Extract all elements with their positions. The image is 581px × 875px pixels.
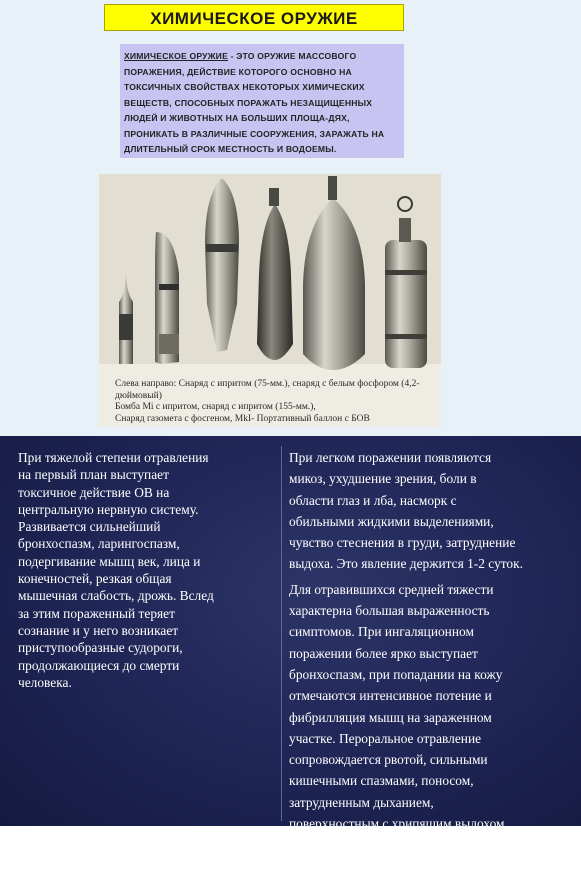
photo-caption (115, 379, 435, 425)
text-line: раньше чем 4-5 дней. (289, 858, 411, 874)
text-line: центральную нервную систему. (18, 501, 199, 517)
text-line: бронхоспазм, при попадании на кожу (289, 666, 503, 682)
text-line: Для отравившихся средней тяжести (289, 581, 494, 597)
definition-line: ВЕЩЕСТВ, СПОСОБНЫХ ПОРАЖАТЬ НЕЗАЩИЩЕННЫХ (124, 97, 373, 108)
text-line: за этим пораженный теряет (18, 605, 175, 621)
text-line: человека. (18, 674, 72, 690)
text-line: При тяжелой степени отравления (18, 450, 209, 465)
mild-poisoning-paragraph (289, 449, 579, 573)
text-line: При легком поражении появляются (289, 450, 492, 465)
definition-term: ХИМИЧЕСКОЕ ОРУЖИЕ (124, 51, 228, 61)
moderate-poisoning-paragraph (289, 581, 579, 875)
text-line: участке. Пероральное отравление (289, 730, 482, 746)
text-line: поверхностным с хрипящим выдохом. (289, 816, 508, 832)
text-line: мышечная слабость, дрожь. Вслед (18, 588, 214, 604)
definition-line-1 (124, 49, 400, 65)
munitions-photo (99, 174, 441, 427)
text-line: продолжающиеся до смерти (18, 657, 180, 673)
definition-line: ЛЮДЕЙ И ЖИВОТНЫХ НА БОЛЬШИХ ПЛОЩА-ДЯХ, (124, 113, 350, 123)
text-line: бронхоспазм, ларингоспазм, (18, 536, 180, 552)
page-title-text: ХИМИЧЕСКОЕ ОРУЖИЕ (150, 9, 358, 28)
text-line: выдоха. Это явление держится 1-2 суток. (289, 556, 523, 572)
definition-line: ДЛИТЕЛЬНЫЙ СРОК МЕСТНОСТЬ И ВОДОЕМЫ. (124, 144, 337, 154)
text-line: Развивается сильнейший (18, 519, 161, 535)
severe-poisoning-column (18, 449, 280, 691)
text-line: конечностей, резкая общая (18, 571, 172, 587)
text-line: области глаз и лба, насморк с (289, 492, 457, 508)
text-line: обильными жидкими выделениями, (289, 513, 494, 529)
text-line: фибрилляция мышц на зараженном (289, 709, 492, 725)
text-line: сопровождается рвотой, сильными (289, 752, 488, 768)
text-line: на первый план выступает (18, 467, 169, 483)
text-line: поражении более ярко выступает (289, 645, 478, 661)
page-title (104, 4, 404, 31)
caption-line: Слева направо: Снаряд с ипритом (75-мм.), снаряд с белым фосфором (4,2- (115, 379, 420, 389)
text-line: Симптом отравления проходит не (289, 837, 482, 853)
text-line: кишечными спазмами, поносом, (289, 773, 474, 789)
text-line: симптомов. При ингаляционном (289, 624, 474, 640)
text-line: затрудненным дыханием, (289, 794, 434, 810)
caption-line: Снаряд газомета с фосгеном, MkI- Портативный баллон с БОВ (115, 413, 370, 424)
text-line: чувство стеснения в груди, затруднение (289, 535, 516, 551)
text-line: отмечаются интенсивное потение и (289, 688, 492, 704)
text-line: характерна большая выраженность (289, 603, 490, 619)
column-divider (281, 446, 282, 821)
text-line: подергивание мышц век, лица и (18, 553, 201, 569)
definition-line: ПРОНИКАТЬ В РАЗЛИЧНЫЕ СООРУЖЕНИЯ, ЗАРАЖАТЬ НА (124, 128, 385, 139)
caption-line: Бомба Mi с ипритом, снаряд с ипритом (155-мм.), (115, 402, 316, 412)
caption-line: дюймовый) (115, 390, 162, 401)
text-line: микоз, ухудшение зрения, боли в (289, 471, 477, 487)
definition-line-1-text: - ЭТО ОРУЖИЕ МАССОВОГО (228, 51, 357, 61)
definition-line: ТОКСИЧНЫХ СВОЙСТВАХ НЕКОТОРЫХ ХИМИЧЕСКИХ (124, 82, 365, 92)
definition-line: ПОРАЖЕНИЯ, ДЕЙСТВИЕ КОТОРОГО ОСНОВНО НА (124, 66, 352, 77)
mild-moderate-poisoning-column (289, 449, 579, 875)
definition-box (120, 44, 404, 158)
text-line: сознание и у него возникает (18, 622, 179, 638)
text-line: токсичное действие ОВ на (18, 484, 170, 500)
text-line: приступообразные судороги, (18, 640, 183, 656)
